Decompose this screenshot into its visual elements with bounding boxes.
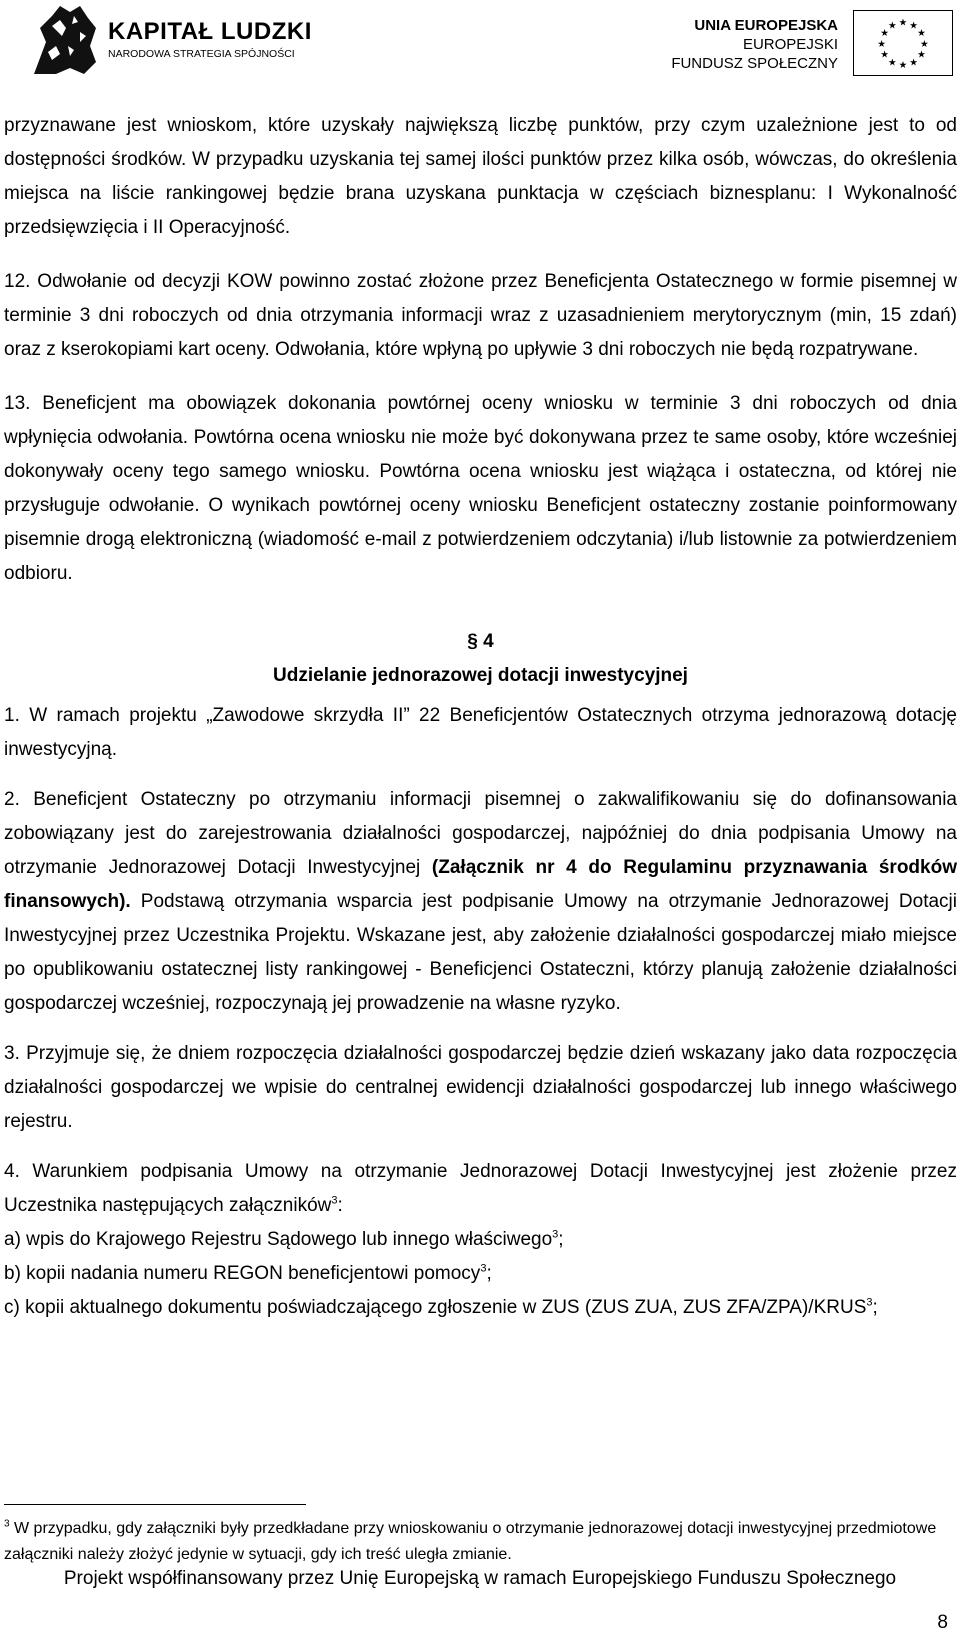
list-item-a: a) wpis do Krajowego Rejestru Sądowego lub innego właściwego$^3$; <box>4 1228 564 1250</box>
footnote-ref[interactable]: 3 <box>480 1262 487 1275</box>
paragraph-continuation: przyznawane jest wnioskom, które uzyskały największą liczbę punktów, przy czym uzależnione jest to od dostępności środków. W przypadku uzyskania tej samej ilości punktów przez kilka osób, wówczas, do określenia miejsca na liście rankingowej będzie brana uzyskana punktacja w częściach biznesplanu: I Wykonalność przedsięwzięcia i II Operacyjność. <box>4 115 957 238</box>
footnote-ref[interactable]: 3 <box>866 1296 873 1309</box>
eu-logo <box>671 10 953 78</box>
svg-text:★: ★ <box>887 57 897 69</box>
section-title: Udzielanie jednorazowej dotacji inwestycyjnej <box>273 665 688 686</box>
kapital-ludzki-logo <box>30 2 312 78</box>
eu-logo-text <box>671 16 838 73</box>
footnote-ref[interactable]: 3 <box>331 1194 338 1207</box>
kapital-ludzki-emblem-icon <box>30 2 98 78</box>
page-number: 8 <box>937 1612 948 1633</box>
page-header <box>0 0 960 84</box>
eu-logo-line1: UNIA EUROPEJSKA <box>694 17 838 34</box>
footnote <box>4 1516 944 1568</box>
footnote-number: 3 <box>4 1518 10 1530</box>
svg-text:★: ★ <box>917 28 926 40</box>
svg-text:★: ★ <box>909 20 919 32</box>
section-item-2 <box>4 783 957 1021</box>
section-number: § 4 <box>467 631 494 652</box>
footnote-divider <box>4 1504 306 1505</box>
svg-text:★: ★ <box>880 49 889 61</box>
list-item-c: c) kopii aktualnego dokumentu poświadczającego zgłoszenie w ZUS (ZUS ZUA, ZUS ZFA/ZPA)/KRUS$^3$; <box>4 1296 878 1318</box>
list-item-b: b) kopii nadania numeru REGON beneficjentowi pomocy$^3$; <box>4 1262 492 1284</box>
section-item-3: 3. Przyjmuje się, że dniem rozpoczęcia działalności gospodarczej będzie dzień wskazany jako data rozpoczęcia działalności gospodarczej we wpisie do centralnej ewidencji działalności gospodarczej lub innego właściwego rejestru. <box>4 1043 957 1132</box>
eu-logo-line2: EUROPEJSKI <box>742 36 838 53</box>
eu-logo-line3: FUNDUSZ SPOŁECZNY <box>671 55 838 72</box>
section-item-2-text: 2. Beneficjent Ostateczny po otrzymaniu informacji pisemnej o zakwalifikowaniu się do dofinansowania zobowiązany jest do zarejestrowania działalności gospodarczej, najpóźniej do dnia podpisania Umowy na otrzymanie Jednorazowej Dotacji Inwestycyjnej <box>4 789 957 878</box>
paragraph-12: 12. Odwołanie od decyzji KOW powinno zostać złożone przez Beneficjenta Ostatecznego w formie pisemnej w terminie 3 dni roboczych od dnia otrzymania informacji wraz z uzasadnieniem merytorycznym (min, 15 zdań) oraz z kserokopiami kart oceny. Odwołania, które wpłyną po upływie 3 dni roboczych nie będą rozpatrywane. <box>4 271 957 360</box>
svg-text:★: ★ <box>917 49 926 61</box>
attachment-reference: (Załącznik nr 4 do Regulaminu przyznawania środków finansowych). <box>4 857 957 912</box>
svg-text:★: ★ <box>877 38 887 50</box>
svg-text:★: ★ <box>898 60 908 72</box>
section-item-4: 4. Warunkiem podpisania Umowy na otrzymanie Jednorazowej Dotacji Inwestycyjnej jest złożenie przez Uczestnika następujących załączników$^3$: <box>4 1161 957 1216</box>
footnote-text: W przypadku, gdy załączniki były przedkładane przy wnioskowaniu o otrzymanie jednorazowej dotacji inwestycyjnej przedmiotowe załączniki należy złożyć jedynie w sytuacji, gdy ich treść uległa zmianie. <box>4 1520 937 1563</box>
footnote-ref[interactable]: 3 <box>552 1228 559 1241</box>
svg-text:★: ★ <box>919 38 929 50</box>
paragraph-13: 13. Beneficjent ma obowiązek dokonania powtórnej oceny wniosku w terminie 3 dni roboczych od dnia wpłynięcia odwołania. Powtórna ocena wniosku nie może być dokonywana przez te same osoby, które wcześniej dokonywały oceny tego samego wniosku. Powtórna ocena wniosku jest wiążąca i ostateczna, od której nie przysługuje odwołanie. O wynikach powtórnej oceny wniosku Beneficjent ostateczny zostanie poinformowany pisemnie drogą elektroniczną (wiadomość e-mail z potwierdzeniem odczytania) i/lub listownie za potwierdzeniem odbioru. <box>4 393 957 584</box>
svg-text:★: ★ <box>909 57 919 69</box>
svg-text:★: ★ <box>898 17 908 29</box>
svg-text:★: ★ <box>880 28 889 40</box>
section-item-1: 1. W ramach projektu „Zawodowe skrzydła II” 22 Beneficjentów Ostatecznych otrzyma jednorazową dotację inwestycyjną. <box>4 705 957 760</box>
page-footer: Projekt współfinansowany przez Unię Europejską w ramach Europejskiego Funduszu Społecznego <box>63 1568 897 1589</box>
document-body <box>4 109 957 1325</box>
logo-subtitle: NARODOWA STRATEGIA SPÓJNOŚCI <box>108 48 295 60</box>
eu-flag-icon <box>853 10 953 76</box>
logo-title: KAPITAŁ LUDZKI <box>108 18 312 45</box>
section-item-4-text: 4. Warunkiem podpisania Umowy na otrzymanie Jednorazowej Dotacji Inwestycyjnej jest złożenie przez Uczestnika następujących załączników <box>4 1161 957 1216</box>
svg-text:★: ★ <box>887 20 897 32</box>
section-item-2-continuation: Podstawą otrzymania wsparcia jest podpisanie Umowy na otrzymanie Jednorazowej Dotacji Inwestycyjnej przez Uczestnika Projektu. Wskazane jest, aby założenie działalności gospodarczej miało miejsce po opublikowaniu ostatecznej listy rankingowej - Beneficjenci Ostateczni, którzy planują założenie działalności gospodarczej wcześniej, rozpoczynają jej prowadzenie na własne ryzyko. <box>4 891 957 1014</box>
